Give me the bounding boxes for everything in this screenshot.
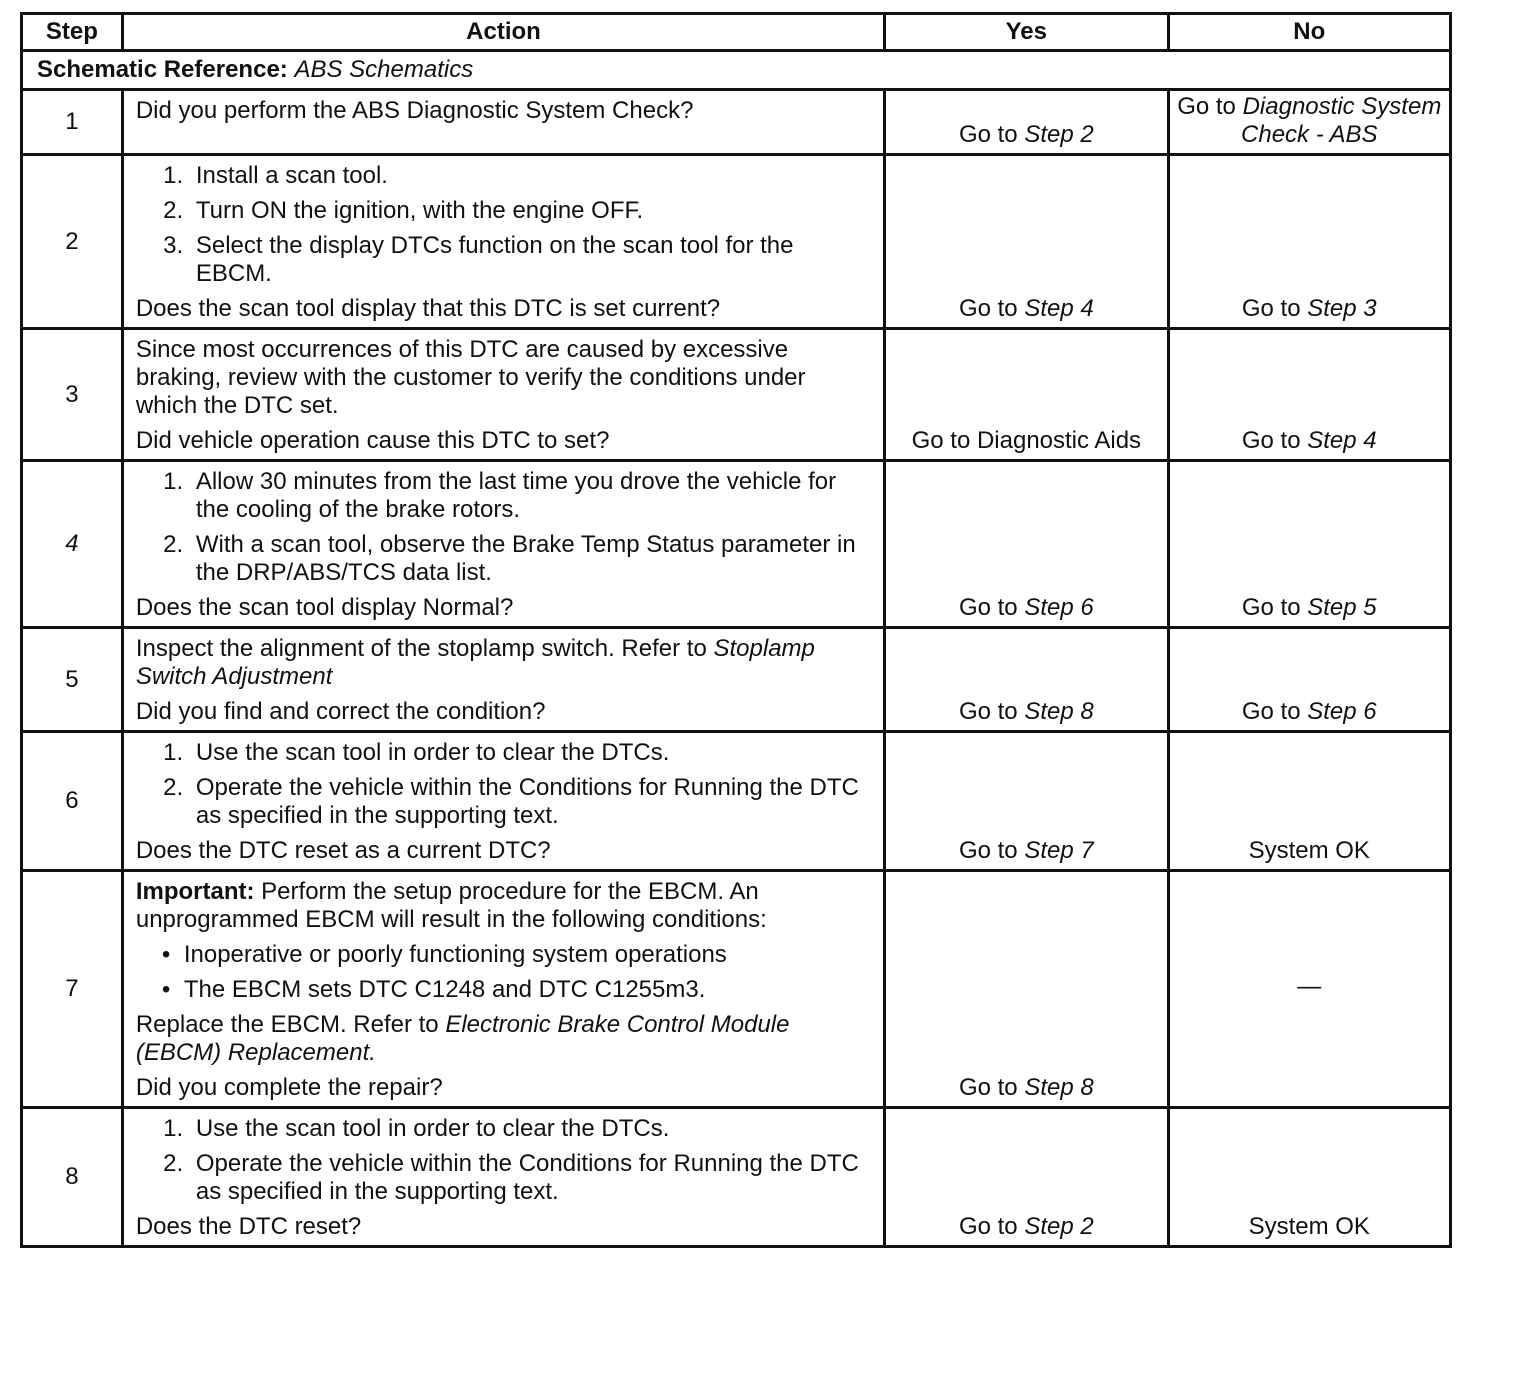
action-step-item: 2. With a scan tool, observe the Brake Temp Status parameter in the DRP/ABS/TCS data list. xyxy=(190,531,871,587)
yes-text[interactable]: Go to Diagnostic Aids xyxy=(911,427,1142,454)
action-cell xyxy=(122,732,884,871)
yes-prefix: Go to xyxy=(958,121,1018,148)
yes-prefix: Go to xyxy=(958,698,1018,725)
header-action: Action xyxy=(122,14,884,51)
header-no: No xyxy=(1168,14,1450,51)
no-cell xyxy=(1168,732,1450,871)
schematic-reference-label: Schematic Reference: xyxy=(37,56,288,83)
action-step-item: 1. Allow 30 minutes from the last time you drove the vehicle for the cooling of the brake rotors. xyxy=(190,468,871,524)
action-cell xyxy=(122,1108,884,1247)
yes-cell xyxy=(885,90,1168,155)
action-text xyxy=(136,635,871,691)
step-number: 8 xyxy=(22,1108,123,1247)
table-row xyxy=(22,871,1451,1108)
header-row xyxy=(22,14,1451,51)
important-note xyxy=(136,878,871,934)
replace-link[interactable]: Electronic Brake Control Module (EBCM) Replacement. xyxy=(135,1011,790,1066)
table-row xyxy=(22,732,1451,871)
yes-link[interactable]: Step 8 xyxy=(1024,698,1094,725)
action-question: Does the DTC reset? xyxy=(135,1213,362,1240)
action-step-item: 2. Turn ON the ignition, with the engine OFF. xyxy=(190,197,871,225)
no-prefix: Go to xyxy=(1241,295,1301,322)
important-label: Important: xyxy=(135,878,255,905)
action-step-item: 1. Use the scan tool in order to clear the DTCs. xyxy=(190,1115,871,1143)
step-number: 2 xyxy=(22,155,123,329)
no-prefix: Go to xyxy=(1241,698,1301,725)
no-link[interactable]: Step 3 xyxy=(1307,295,1377,322)
table-row xyxy=(22,628,1451,732)
action-question: Does the DTC reset as a current DTC? xyxy=(135,837,551,864)
no-text: System OK xyxy=(1248,1213,1370,1240)
yes-link[interactable]: Step 2 xyxy=(1024,121,1094,148)
action-steps xyxy=(136,739,871,830)
condition-item: • The EBCM sets DTC C1248 and DTC C1255m3. xyxy=(184,976,871,1004)
replace-text: Replace the EBCM. Refer to xyxy=(135,1011,439,1038)
action-question: Did you complete the repair? xyxy=(135,1074,443,1101)
action-question: Does the scan tool display that this DTC is set current? xyxy=(135,295,721,322)
action-question: Does the scan tool display Normal? xyxy=(135,594,514,621)
no-cell xyxy=(1168,628,1450,732)
no-cell xyxy=(1168,461,1450,628)
yes-prefix: Go to xyxy=(958,295,1018,322)
schematic-reference-row xyxy=(22,51,1451,90)
yes-cell xyxy=(885,461,1168,628)
yes-prefix: Go to xyxy=(958,837,1018,864)
condition-list xyxy=(136,941,871,1004)
yes-prefix: Go to xyxy=(958,594,1018,621)
action-question: Did vehicle operation cause this DTC to set? xyxy=(135,427,610,454)
step-number: 3 xyxy=(22,329,123,461)
no-cell xyxy=(1168,1108,1450,1247)
schematic-reference xyxy=(22,51,1451,90)
no-cell xyxy=(1168,871,1450,1108)
action-step-item: 1. Install a scan tool. xyxy=(190,162,871,190)
action-cell xyxy=(122,90,884,155)
step-number: 1 xyxy=(22,90,123,155)
table-row xyxy=(22,90,1451,155)
step-number: 7 xyxy=(22,871,123,1108)
yes-prefix: Go to xyxy=(958,1213,1018,1240)
yes-cell xyxy=(885,628,1168,732)
yes-cell xyxy=(885,871,1168,1108)
table-row xyxy=(22,155,1451,329)
no-cell xyxy=(1168,90,1450,155)
no-link[interactable]: Step 6 xyxy=(1307,698,1377,725)
header-yes: Yes xyxy=(885,14,1168,51)
step-number: 6 xyxy=(22,732,123,871)
no-prefix: Go to xyxy=(1177,93,1236,120)
yes-link[interactable]: Step 8 xyxy=(1024,1074,1094,1101)
yes-link[interactable]: Step 6 xyxy=(1024,594,1094,621)
no-link[interactable]: Diagnostic System Check - ABS xyxy=(1241,93,1442,148)
yes-cell xyxy=(885,732,1168,871)
yes-prefix: Go to xyxy=(958,1074,1018,1101)
yes-link[interactable]: Step 4 xyxy=(1024,295,1094,322)
action-question: Did you find and correct the condition? xyxy=(135,698,546,725)
important-text: Perform the setup procedure for the EBCM. An unprogrammed EBCM will result in the following conditions: xyxy=(135,878,767,933)
action-cell xyxy=(122,628,884,732)
action-step-item: 3. Select the display DTCs function on the scan tool for the EBCM. xyxy=(190,232,871,288)
action-cell xyxy=(122,871,884,1108)
header-step: Step xyxy=(22,14,123,51)
step-number: 5 xyxy=(22,628,123,732)
no-text: System OK xyxy=(1248,837,1370,864)
action-cell xyxy=(122,461,884,628)
yes-cell xyxy=(885,1108,1168,1247)
yes-cell xyxy=(885,329,1168,461)
no-prefix: Go to xyxy=(1241,594,1301,621)
replace-instruction xyxy=(136,1011,871,1067)
action-text-prefix: Inspect the alignment of the stoplamp switch. Refer to xyxy=(135,635,707,662)
action-step-item: 2. Operate the vehicle within the Conditions for Running the DTC as specified in the supporting text. xyxy=(190,1150,871,1206)
table-row xyxy=(22,461,1451,628)
step-number: 4 xyxy=(22,461,123,628)
schematic-reference-link[interactable]: ABS Schematics xyxy=(294,56,474,83)
action-step-item: 2. Operate the vehicle within the Conditions for Running the DTC as specified in the supporting text. xyxy=(190,774,871,830)
no-link[interactable]: Step 4 xyxy=(1307,427,1377,454)
no-cell xyxy=(1168,329,1450,461)
action-question: Did you perform the ABS Diagnostic System Check? xyxy=(135,97,694,124)
diagnostic-table xyxy=(20,12,1452,1248)
no-link[interactable]: Step 5 xyxy=(1307,594,1377,621)
action-step-item: 1. Use the scan tool in order to clear the DTCs. xyxy=(190,739,871,767)
no-cell xyxy=(1168,155,1450,329)
yes-link[interactable]: Step 2 xyxy=(1024,1213,1094,1240)
no-prefix: Go to xyxy=(1241,427,1301,454)
action-steps xyxy=(136,1115,871,1206)
no-text: — xyxy=(1297,973,1322,1000)
action-text: Since most occurrences of this DTC are caused by excessive braking, review with the customer to verify the conditions under which the DTC set. xyxy=(135,336,806,419)
action-cell xyxy=(122,155,884,329)
table-row xyxy=(22,1108,1451,1247)
action-steps xyxy=(136,468,871,587)
condition-item: • Inoperative or poorly functioning system operations xyxy=(184,941,871,969)
action-cell xyxy=(122,329,884,461)
table-row xyxy=(22,329,1451,461)
yes-cell xyxy=(885,155,1168,329)
action-steps xyxy=(136,162,871,288)
yes-link[interactable]: Step 7 xyxy=(1024,837,1094,864)
action-text-link[interactable]: Stoplamp Switch Adjustment xyxy=(135,635,815,690)
